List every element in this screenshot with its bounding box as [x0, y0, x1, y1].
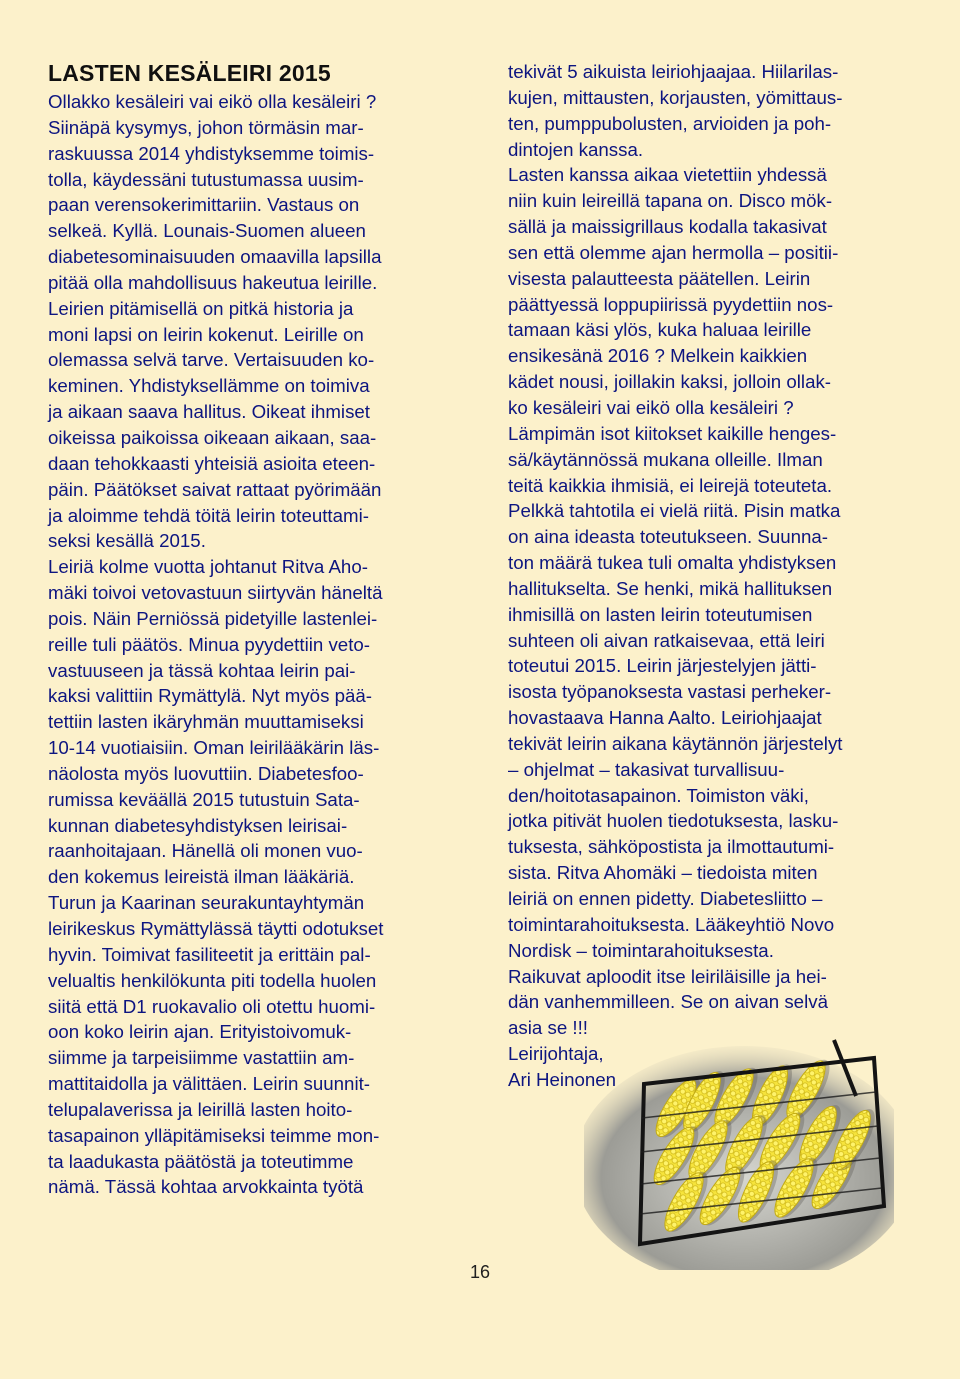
text-line: dintojen kanssa. [508, 138, 644, 160]
text-line: raskuussa 2014 yhdistyksemme toimis- [48, 142, 375, 164]
text-line: ihmisillä on lasten leirin toteutumisen [508, 603, 813, 625]
text-line: ten, pumppubolusten, arvioiden ja poh- [508, 112, 832, 134]
text-line: seksi kesällä 2015. [48, 530, 206, 552]
text-line: Siinäpä kysymys, johon törmäsin mar- [48, 116, 364, 138]
text-line: tekivät leirin aikana käytännön järjestelyt [508, 732, 843, 754]
text-line: toimintarahoituksesta. Lääkeyhtiö Novo [508, 913, 835, 935]
text-line: kaksi valittiin Rymättylä. Nyt myös pää- [48, 685, 373, 707]
text-line: sen että olemme ajan hermolla – positii- [508, 241, 839, 263]
text-line: ja aloimme tehdä töitä leirin toteuttami- [48, 504, 369, 526]
text-line: on aina ideasta toteutukseen. Suunna- [508, 526, 829, 548]
text-line: Pelkkä tahtotila ei vielä riitä. Pisin matka [508, 500, 841, 522]
text-line: Turun ja Kaarinan seurakuntayhtymän [48, 892, 365, 914]
text-line: asia se !!! [508, 1017, 588, 1039]
text-line: – ohjelmat – takasivat turvallisuu- [508, 758, 785, 780]
text-line: tettiin lasten ikäryhmän muuttamiseksi [48, 711, 364, 733]
text-line: Leirijohtaja, [508, 1043, 604, 1065]
text-line: visesta palautteesta päätellen. Leirin [508, 267, 811, 289]
text-line: niin kuin leireillä tapana on. Disco mök- [508, 190, 833, 212]
text-line: hyvin. Toimivat fasiliteetit ja erittäin pal- [48, 943, 371, 965]
text-line: leiriä on ennen pidetty. Diabetesliitto – [508, 888, 823, 909]
text-line: tolla, käydessäni tutustumassa uusim- [48, 168, 364, 190]
text-line: tuksesta, sähköpostista ja ilmottautumi- [508, 836, 835, 858]
text-line: pitää olla mahdollisuus hakeutua leirille. [48, 271, 378, 293]
text-line: suhteen oli aivan ratkaisevaa, että leiri [508, 629, 825, 651]
text-line: leirikeskus Rymättylässä täytti odotukset [48, 918, 384, 939]
text-line: hovastaava Hanna Aalto. Leiriohjaajat [508, 707, 822, 729]
text-line: sällä ja maissigrillaus kodalla takasivat [508, 216, 827, 238]
text-line: den kokemus leireistä ilman lääkäriä. [48, 866, 355, 888]
text-line: tasapainon ylläpitämiseksi teimme mon- [48, 1124, 380, 1146]
text-line: telupalaverissa ja leirillä lasten hoito- [48, 1098, 353, 1120]
text-line: päättyessä loppupiirissä pyydettiin nos- [508, 293, 834, 315]
text-line: oon koko leirin ajan. Erityistoivomuk- [48, 1021, 352, 1043]
text-line: paan verensokerimittariin. Vastaus on [48, 194, 360, 216]
right-column [508, 59, 842, 1093]
text-line: velualtis henkilökunta piti todella huolen [48, 969, 377, 991]
article-title: LASTEN KESÄLEIRI 2015 [48, 60, 331, 86]
text-line: moni lapsi on leirin kokenut. Leirille on [48, 323, 364, 345]
text-line: reille tuli päätös. Minua pyydettiin veto- [48, 633, 371, 655]
text-line: hallitukselta. Se henki, mikä hallituksen [508, 577, 833, 599]
text-line: dän vanhemmilleen. Se on aivan selvä [508, 991, 828, 1013]
text-line: tekivät 5 aikuista leiriohjaajaa. Hiilarilas- [508, 61, 839, 82]
text-line: sista. Ritva Ahomäki – tiedoista miten [508, 862, 818, 884]
text-line: vastuuseen ja tässä kohtaa leirin pai- [48, 659, 356, 681]
text-line: isosta työpanoksesta vastasi perheker- [508, 681, 832, 703]
text-line: olemassa selvä tarve. Vertaisuuden ko- [48, 349, 375, 371]
text-line: kädet nousi, joillakin kaksi, jolloin ollak- [508, 371, 832, 393]
text-line: Lasten kanssa aikaa vietettiin yhdessä [508, 164, 827, 186]
text-line: raanhoitajaan. Hänellä oli monen vuo- [48, 840, 363, 862]
text-line: Leiriä kolme vuotta johtanut Ritva Aho- [48, 556, 368, 578]
text-line: mäki toivoi vetovastuun siirtyvän häneltä [48, 582, 383, 604]
text-line: ta laadukasta päätöstä ja toteutimme [48, 1150, 354, 1172]
text-line: Ollakko kesäleiri vai eikö olla kesäleiri ? [48, 91, 377, 112]
text-line: tamaan käsi ylös, kuka haluaa leirille [508, 319, 812, 341]
text-line: teitä kaikkia ihmisiä, ei leirejä toteuteta. [508, 474, 833, 496]
text-line: ton määrä tukea tuli omalta yhdistyksen [508, 552, 837, 574]
text-line: Leirien pitämisellä on pitkä historia ja [48, 297, 354, 319]
text-line: keminen. Yhdistyksellämme on toimiva [48, 375, 370, 397]
left-column [48, 89, 383, 1200]
text-line: rumissa keväällä 2015 tutustuin Sata- [48, 788, 360, 810]
text-line: Raikuvat aploodit itse leiriläisille ja hei- [508, 965, 827, 987]
text-line: Lämpimän isot kiitokset kaikille henges- [508, 422, 837, 444]
text-line: nämä. Tässä kohtaa arvokkainta työtä [48, 1176, 364, 1198]
page-number: 16 [469, 1262, 491, 1282]
text-line: toteutui 2015. Leirin järjestelyjen jätti- [508, 655, 817, 677]
text-line: siitä että D1 ruokavalio oli otettu huomi- [48, 995, 376, 1017]
text-line: pois. Näin Perniössä pidetyille lastenlei- [48, 607, 378, 629]
text-line: 10-14 vuotiaisiin. Oman leirilääkärin läs- [48, 737, 380, 759]
text-line: siimme ja tarpeisiimme vastattiin am- [48, 1047, 355, 1069]
text-line: selkeä. Kyllä. Lounais-Suomen alueen [48, 220, 366, 242]
text-line: diabetesominaisuuden omaavilla lapsilla [48, 246, 382, 268]
text-line: ensikesänä 2016 ? Melkein kaikkien [508, 345, 808, 367]
text-line: den/hoitotasapainon. Toimiston väki, [508, 784, 809, 806]
text-line: ja aikaan saava hallitus. Oikeat ihmiset [48, 401, 371, 423]
text-line: päin. Päätökset saivat rattaat pyörimään [48, 478, 382, 500]
text-line: mattitaidolla ja välittäen. Leirin suunnit- [48, 1073, 371, 1095]
text-line: Nordisk – toimintarahoituksesta. [508, 939, 774, 961]
text-line: ko kesäleiri vai eikö olla kesäleiri ? [508, 396, 794, 418]
text-line: oikeissa paikoissa oikeaan aikaan, saa- [48, 426, 377, 448]
text-line: näolosta myös luovuttiin. Diabetesfoo- [48, 762, 364, 784]
text-line: kunnan diabetesyhdistyksen leirisai- [48, 814, 348, 836]
text-line: Ari Heinonen [508, 1068, 617, 1090]
text-line: sä/käytännössä mukana olleille. Ilman [508, 448, 823, 470]
text-line: kujen, mittausten, korjausten, yömittaus- [508, 86, 843, 108]
text-line: daan tehokkaasti yhteisiä asioita eteen- [48, 452, 376, 474]
text-line: jotka pitivät huolen tiedotuksesta, lasku- [508, 810, 839, 832]
